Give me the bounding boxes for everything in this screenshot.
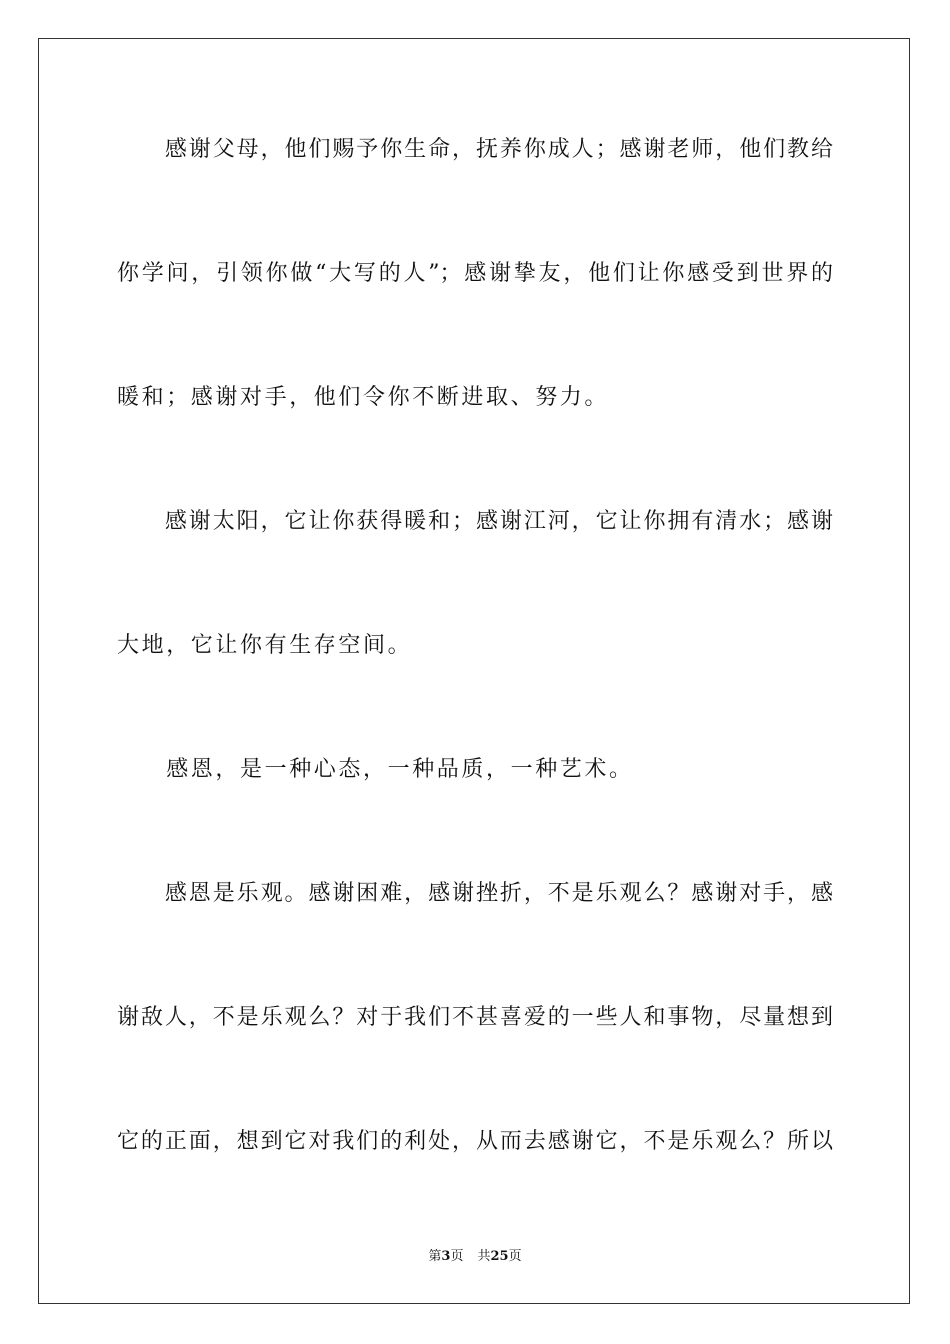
- footer-total-suffix: 页: [508, 1249, 522, 1264]
- text-line-7: 感恩是乐观。感谢困难，感谢挫折，不是乐观么？感谢对手，感: [117, 881, 833, 906]
- page-footer: [0, 1248, 950, 1266]
- footer-total-number: 25: [490, 1249, 509, 1264]
- footer-page-prefix: 第: [428, 1249, 442, 1264]
- text-line-3: 暖和；感谢对手，他们令你不断进取、努力。: [117, 385, 610, 410]
- text-line-4: 感谢太阳，它让你获得暖和；感谢江河，它让你拥有清水；感谢: [117, 509, 833, 534]
- footer-page-number: 3: [441, 1249, 451, 1264]
- text-line-2: 你学问，引领你做“大写的人”；感谢挚友，他们让你感受到世界的: [117, 261, 833, 286]
- text-line-9: 它的正面，想到它对我们的利处，从而去感谢它，不是乐观么？所以: [117, 1129, 833, 1154]
- text-line-6: 感恩，是一种心态，一种品质，一种艺术。: [117, 757, 634, 782]
- footer-total-prefix: 共: [477, 1249, 491, 1264]
- text-line-8: 谢敌人，不是乐观么？对于我们不甚喜爱的一些人和事物，尽量想到: [117, 1005, 833, 1030]
- page-border: [38, 38, 910, 1304]
- footer-page-suffix: 页: [450, 1249, 464, 1264]
- text-line-5: 大地，它让你有生存空间。: [117, 633, 413, 658]
- text-line-1: 感谢父母，他们赐予你生命，抚养你成人；感谢老师，他们教给: [117, 137, 833, 162]
